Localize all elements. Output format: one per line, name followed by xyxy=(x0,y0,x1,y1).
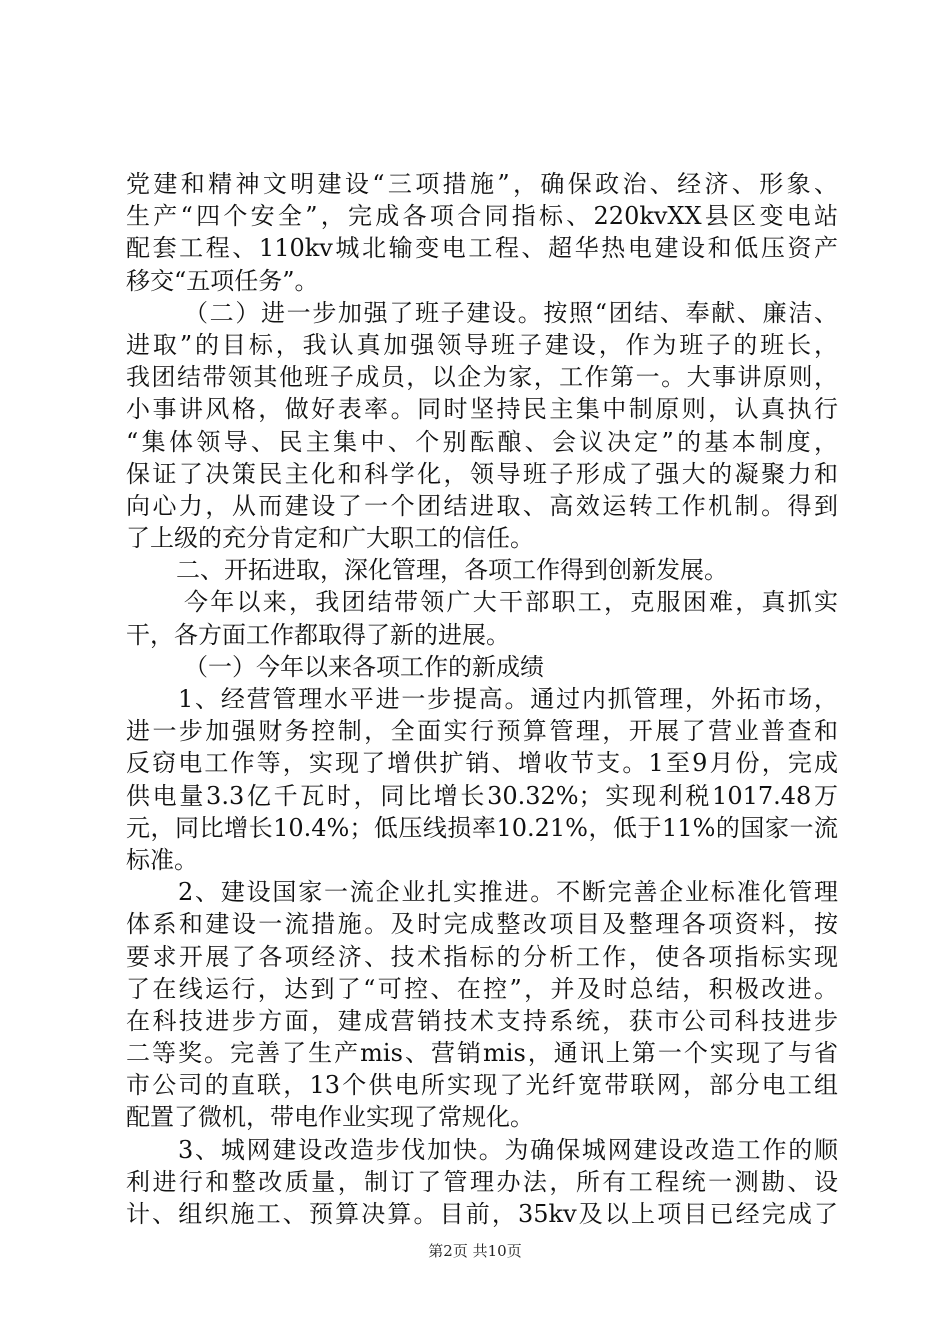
text-line: 干，各方面工作都取得了新的进展。 xyxy=(126,620,510,649)
text-line: 我团结带领其他班子成员，以企为家，工作第一。大事讲原则， xyxy=(126,363,838,392)
subsection-heading: （一）今年以来各项工作的新成绩 xyxy=(184,652,544,681)
text-line: 移交“五项任务”。 xyxy=(126,266,319,295)
text-line: 小事讲风格，做好表率。同时坚持民主集中制原则，认真执行 xyxy=(126,395,838,424)
text-line: 供电量3.3亿千瓦时，同比增长30.32%；实现利税1017.48万 xyxy=(126,781,838,810)
text-line: 配置了微机，带电作业实现了常规化。 xyxy=(126,1103,534,1132)
text-line: “集体领导、民主集中、个别酝酿、会议决定”的基本制度， xyxy=(126,427,838,456)
paragraph-first-line: 2、建设国家一流企业扎实推进。不断完善企业标准化管理 xyxy=(178,878,838,907)
text-line: 体系和建设一流措施。及时完成整改项目及整理各项资料，按 xyxy=(126,910,838,939)
text-line: 保证了决策民主化和科学化，领导班子形成了强大的凝聚力和 xyxy=(126,459,838,488)
text-line: 生产“四个安全”，完成各项合同指标、220kvXX县区变电站 xyxy=(126,202,838,231)
text-line: 反窃电工作等，实现了增供扩销、增收节支。1至9月份，完成 xyxy=(126,749,838,778)
paragraph-first-line: 3、城网建设改造步伐加快。为确保城网建设改造工作的顺 xyxy=(178,1135,838,1164)
text-line: 在科技进步方面，建成营销技术支持系统，获市公司科技进步 xyxy=(126,1006,838,1035)
body-text xyxy=(126,168,838,1230)
text-line: 标准。 xyxy=(126,845,198,874)
paragraph-first-line: （二）进一步加强了班子建设。按照“团结、奉献、廉洁、 xyxy=(184,298,838,327)
paragraph-first-line: 1、经营管理水平进一步提高。通过内抓管理，外拓市场， xyxy=(178,685,838,713)
text-line: 党建和精神文明建设“三项措施”，确保政治、经济、形象、 xyxy=(126,170,838,198)
paragraph-first-line: 今年以来，我团结带领广大干部职工，克服困难，真抓实 xyxy=(184,588,838,617)
text-line: 市公司的直联，13个供电所实现了光纤宽带联网，部分电工组 xyxy=(126,1071,838,1100)
text-line: 要求开展了各项经济、技术指标的分析工作，使各项指标实现 xyxy=(126,942,838,971)
text-line: 计、组织施工、预算决算。目前，35kv及以上项目已经完成了 xyxy=(126,1200,838,1228)
text-line: 元，同比增长10.4%；低压线损率10.21%，低于11%的国家一流 xyxy=(126,813,838,842)
text-line: 进一步加强财务控制，全面实行预算管理，开展了营业普查和 xyxy=(126,717,838,746)
text-line: 配套工程、110kv城北输变电工程、超华热电建设和低压资产 xyxy=(126,234,838,263)
text-line: 利进行和整改质量，制订了管理办法，所有工程统一测勘、设 xyxy=(126,1167,838,1196)
section-heading: 二、开拓进取，深化管理，各项工作得到创新发展。 xyxy=(176,556,728,585)
text-line: 进取”的目标，我认真加强领导班子建设，作为班子的班长， xyxy=(126,330,838,359)
text-line: 向心力，从而建设了一个团结进取、高效运转工作机制。得到 xyxy=(126,491,838,520)
text-line: 了在线运行，达到了“可控、在控”，并及时总结，积极改进。 xyxy=(126,974,838,1003)
page-footer: 第2页 共10页 xyxy=(428,1242,522,1260)
text-line: 二等奖。完善了生产mis、营销mis，通讯上第一个实现了与省 xyxy=(126,1039,838,1068)
text-line: 了上级的充分肯定和广大职工的信任。 xyxy=(126,524,534,553)
